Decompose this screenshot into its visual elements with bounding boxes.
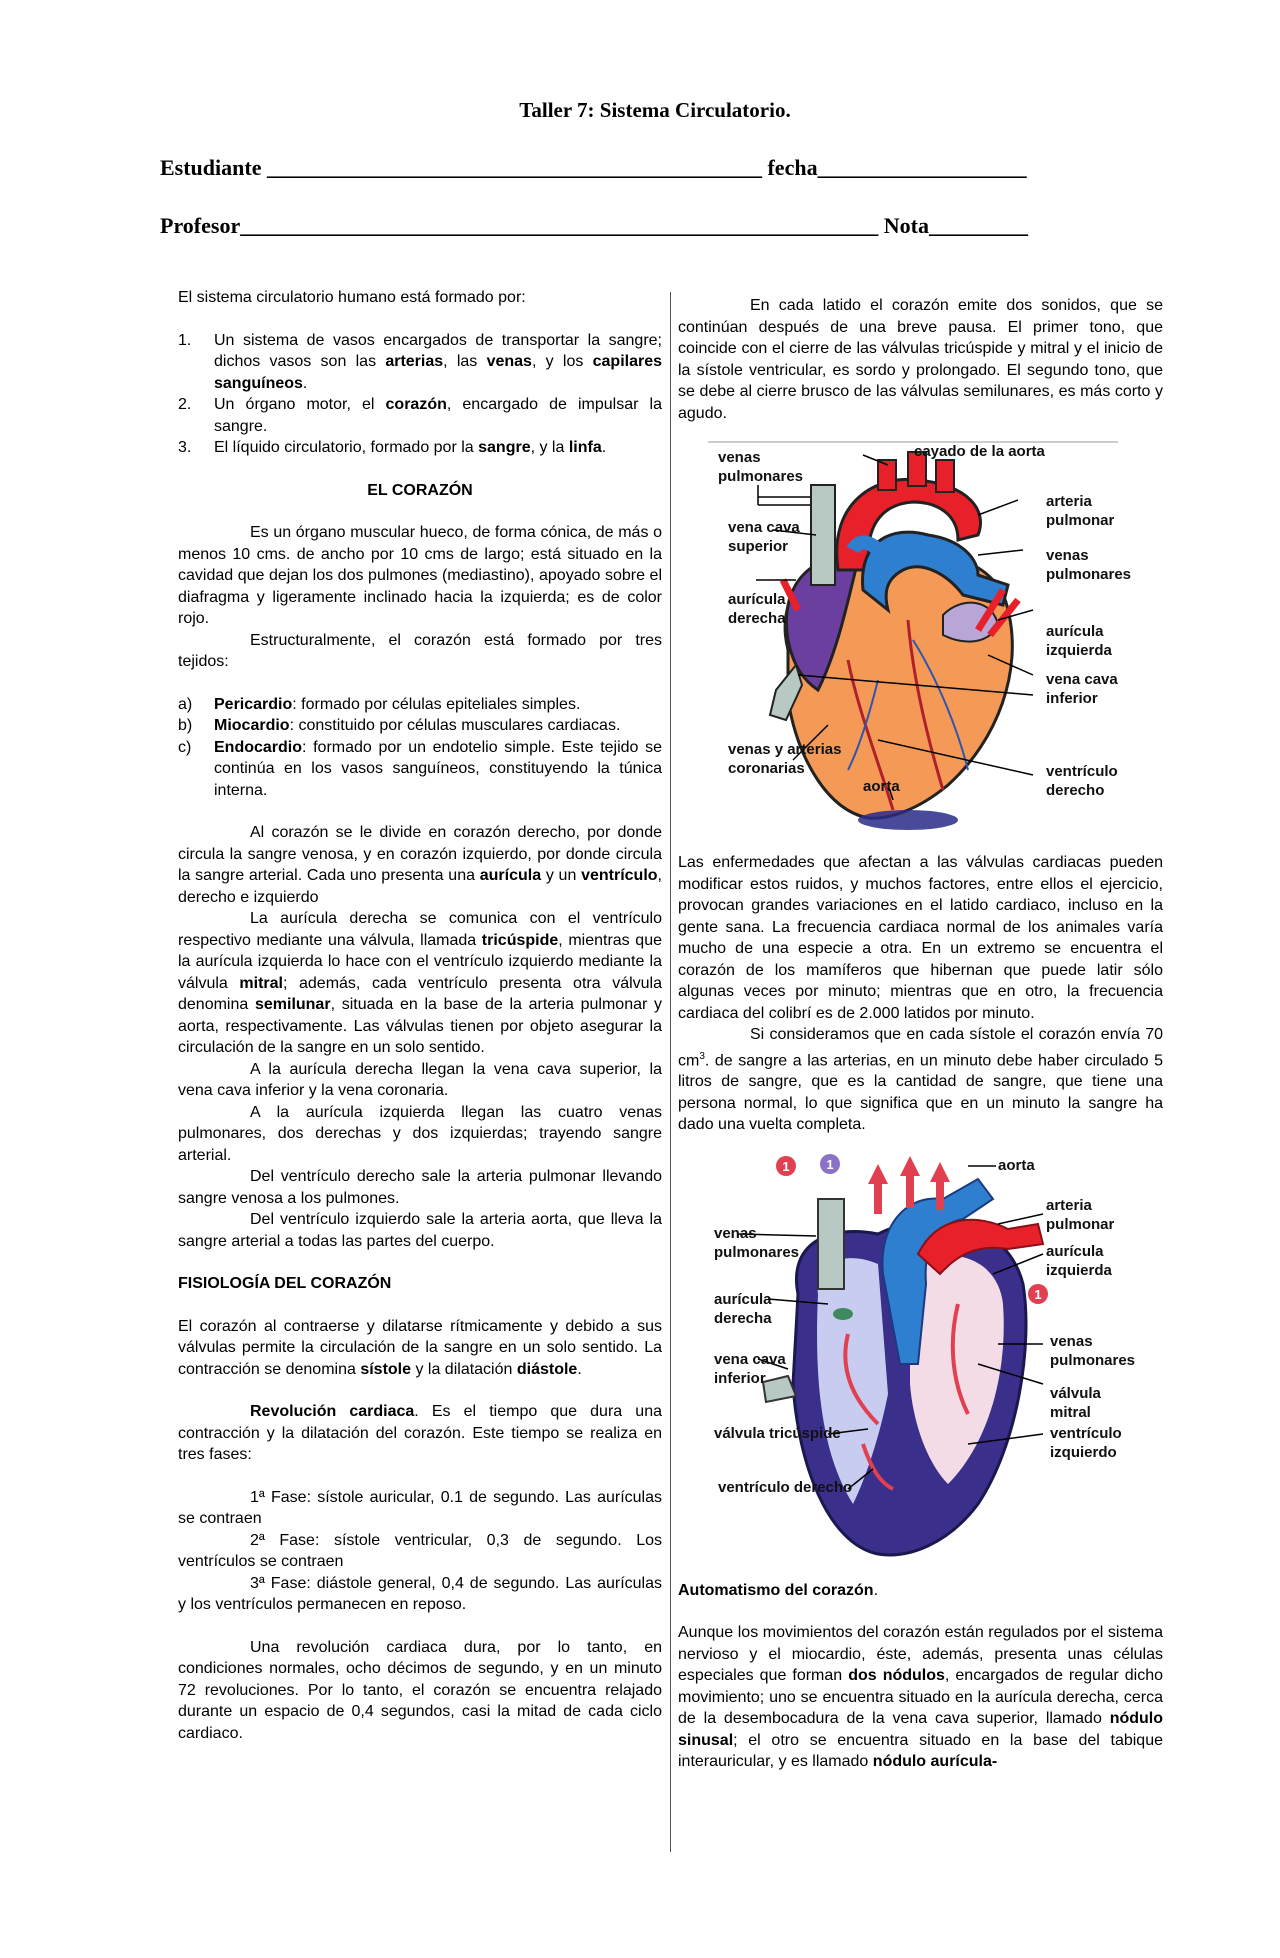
heart-paragraph: Estructuralmente, el corazón está formado por tres tejidos: — [178, 631, 662, 670]
list-text: Un sistema de vasos encargados de transportar la sangre; dichos vasos son las arterias, las venas, y los capilares sanguíneos. — [214, 331, 663, 392]
sounds-paragraph: En cada latido el corazón emite dos sonidos, que se continúan después de una breve pausa. El primer tono, que coincide con el cierre de las válvulas tricúspide y mitral y el inicio de la sístole ventricular, es sordo y prolongado. El segundo tono, que se debe al cierre brusco de las válvulas semilunares, es más corto y agudo. — [678, 297, 1163, 422]
student-label: Estudiante — [160, 155, 262, 180]
label-auricula-derecha: aurícula derecha — [728, 591, 786, 627]
teacher-label: Profesor — [160, 213, 241, 238]
division-paragraph: Del ventrículo derecho sale la arteria pulmonar llevando sangre venosa a los pulmones. — [178, 1168, 662, 1207]
division-paragraph: A la aurícula izquierda llegan las cuatro venas pulmonares, dos derechas y dos izquierdas; trayendo sangre arterial. — [178, 1103, 662, 1164]
list-item — [178, 330, 662, 395]
label-vena-cava-inferior: vena cava inferior — [1046, 671, 1118, 707]
column-divider — [670, 292, 671, 1852]
list-number: 2. — [178, 396, 192, 413]
label-cayado-aorta: cayado de la aorta — [914, 443, 1045, 460]
date-label: fecha — [767, 155, 818, 180]
label-venas-pulmonares-left: venas pulmonares — [718, 449, 804, 485]
label-valvula-tricuspide: válvula tricúspide — [714, 1424, 841, 1442]
label-vena-cava-superior: vena cava superior — [728, 519, 800, 555]
list-item: c) Endocardio: formado por un endotelio simple. Este tejido se continúa en los vasos sanguíneos, constituyendo la túnica interna. — [178, 738, 662, 799]
division-paragraph: Al corazón se le divide en corazón derecho, por donde circula la sangre venosa, y en corazón izquierdo, por donde circula la sangre arterial. Cada uno presenta una aurícula y un ventrículo, derecho e izquierdo — [178, 824, 662, 906]
left-column — [178, 287, 662, 1744]
heart-external-figure — [678, 440, 1163, 840]
intro-text: El sistema circulatorio humano está formado por: — [178, 289, 526, 306]
systole-paragraph: Si consideramos que en cada sístole el corazón envía 70 $cm^3$. de sangre a las arterias, en un minuto debe haber circulado 5 litros de sangre, que es la cantidad de sangre, que tiene una persona normal, lo que significa que en un minuto la sangre ha dado una vuelta completa. — [678, 1026, 1163, 1134]
label-auricula-izquierda: aurícula izquierda — [1046, 623, 1112, 659]
grade-field[interactable]: _________ — [928, 213, 1028, 238]
list-number: 3. — [178, 439, 192, 456]
label-venas-pulmonares-right: venas pulmonares — [1046, 547, 1132, 583]
svg-text:1: 1 — [826, 1156, 834, 1172]
division-paragraph: La aurícula derecha se comunica con el ventrículo respectivo mediante una válvula, llamada tricúspide, mientras que la aurícula izquierda lo hace con el ventrículo izquierdo mediante la válvula mitral; además, cada ventrículo presenta otra válvula denomina semilunar, situada en la base de la arteria pulmonar y aorta, respectivamente. Las válvulas tienen por objeto asegurar la circulación de la sangre en un solo sentido. — [178, 910, 663, 1056]
right-column — [678, 295, 1163, 1773]
label-venas-pulmonares-right: venas pulmonares — [1050, 1332, 1136, 1369]
date-field[interactable]: ___________________ — [817, 155, 1027, 180]
list-number: 1. — [178, 331, 192, 349]
label-auricula-derecha: aurícula derecha — [714, 1290, 772, 1327]
label-venas-pulmonares-left: venas pulmonares — [714, 1224, 800, 1261]
list-text: El líquido circulatorio, formado por la sangre, y la linfa. — [214, 439, 607, 456]
teacher-field[interactable]: __________________________________________________________ — [240, 213, 879, 238]
tissues-list — [178, 694, 662, 802]
list-item — [178, 394, 662, 437]
label-arteria-pulmonar: arteria pulmonar — [1046, 1196, 1115, 1233]
revolution-paragraph: Revolución cardiaca. Es el tiempo que dura una contracción y la dilatación del corazón. Este tiempo se realiza en tres fases: — [178, 1403, 662, 1463]
label-aorta: aorta — [998, 1156, 1035, 1174]
label-auricula-izquierda: aurícula izquierda — [1046, 1242, 1112, 1279]
phase-text: 3ª Fase: diástole general, 0,4 de segundo. Las aurículas y los ventrículos permanecen en reposo. — [178, 1574, 662, 1613]
label-aorta: aorta — [863, 778, 900, 795]
label-vena-cava-inferior: vena cava inferior — [714, 1350, 786, 1387]
svg-text:1: 1 — [1034, 1286, 1042, 1302]
physiology-paragraph: El corazón al contraerse y dilatarse rítmicamente y debido a sus válvulas permite la circulación de la sangre en un solo sentido. La contracción se denomina sístole y la dilatación diástole. — [178, 1317, 662, 1378]
phase-text: 2ª Fase: sístole ventricular, 0,3 de segundo. Los ventrículos se contraen — [178, 1531, 662, 1570]
physiology-heading: FISIOLOGÍA DEL CORAZÓN — [178, 1275, 392, 1292]
phase-text: 1ª Fase: sístole auricular, 0.1 de segundo. Las aurículas se contraen — [178, 1488, 662, 1527]
label-arteria-pulmonar: arteria pulmonar — [1046, 493, 1115, 529]
heart-internal-figure — [678, 1144, 1163, 1570]
teacher-row — [160, 213, 1150, 239]
label-ventriculo-derecho: ventrículo derecho — [1046, 763, 1118, 799]
division-paragraph: Del ventrículo izquierdo sale la arteria aorta, que lleva la sangre arterial a todas las partes del cuerpo. — [178, 1211, 662, 1250]
page-title: Taller 7: Sistema Circulatorio. — [519, 98, 791, 122]
automatism-paragraph: Aunque los movimientos del corazón están regulados por el sistema nervioso y el miocardio, éste, además, presenta unas células especiales que forman dos nódulos, encargados de regular dicho movimiento; uno se encuentra situado en la aurícula derecha, cerca de la desembocadura de la vena cava superior, llamado nódulo sinusal; el otro se encuentra situado en la base del tabique interauricular, y es llamado nódulo aurícula- — [678, 1624, 1163, 1771]
label-ventriculo-izquierdo: ventrículo izquierdo — [1050, 1424, 1122, 1461]
revolution-paragraph: Una revolución cardiaca dura, por lo tanto, en condiciones normales, ocho décimos de segundo, y en un minuto 72 revoluciones. Por lo tanto, el corazón se encuentra relajado durante un espacio de 0,4 segundos, casi la mitad de cada ciclo cardiaco. — [178, 1638, 662, 1742]
label-valvula-mitral: válvula mitral — [1050, 1384, 1101, 1421]
grade-label: Nota — [883, 213, 929, 238]
division-paragraph: A la aurícula derecha llegan la vena cava superior, la vena cava inferior y la vena coronaria. — [178, 1060, 662, 1099]
label-venas-arterias-coronarias: venas y arterias coronarias — [728, 741, 842, 777]
list-item: a) Pericardio: formado por células epiteliales simples. — [178, 695, 581, 713]
label-ventriculo-derecho: ventrículo derecho — [718, 1478, 853, 1496]
student-row — [160, 155, 1150, 181]
automatism-heading: Automatismo del corazón. — [678, 1581, 879, 1599]
heart-paragraph: Es un órgano muscular hueco, de forma cónica, de más o menos 10 cms. de ancho por 10 cms de largo; está situado en la cavidad que dejan los dos pulmones (mediastino), apoyado sobre el diafragma y ligeramente inclinado hacia la izquierda; es de color rojo. — [178, 524, 662, 627]
list-item: b) Miocardio: constituido por células musculares cardiacas. — [178, 717, 621, 734]
components-list — [178, 330, 662, 459]
student-field[interactable]: _____________________________________________ — [266, 155, 762, 180]
heart-heading: EL CORAZÓN — [367, 481, 473, 499]
list-text: Un órgano motor, el corazón, encargado de impulsar la sangre. — [214, 396, 662, 435]
disease-paragraph: Las enfermedades que afectan a las válvulas cardiacas pueden modificar estos ruidos, y muchos factores, entre ellos el ejercicio, provocan grandes variaciones en el latido cardiaco, incluso en la gente sana. La frecuencia cardiaca normal de los animales varía mucho de una especie a otra. En un extremo se encuentra el corazón de los mamíferos que hibernan que puede latir sólo algunas veces por minuto; mientras que en otro, la frecuencia cardiaca del colibrí es de 2.000 latidos por minuto. — [678, 854, 1163, 1022]
svg-text:1: 1 — [782, 1158, 790, 1174]
list-item — [178, 437, 662, 459]
